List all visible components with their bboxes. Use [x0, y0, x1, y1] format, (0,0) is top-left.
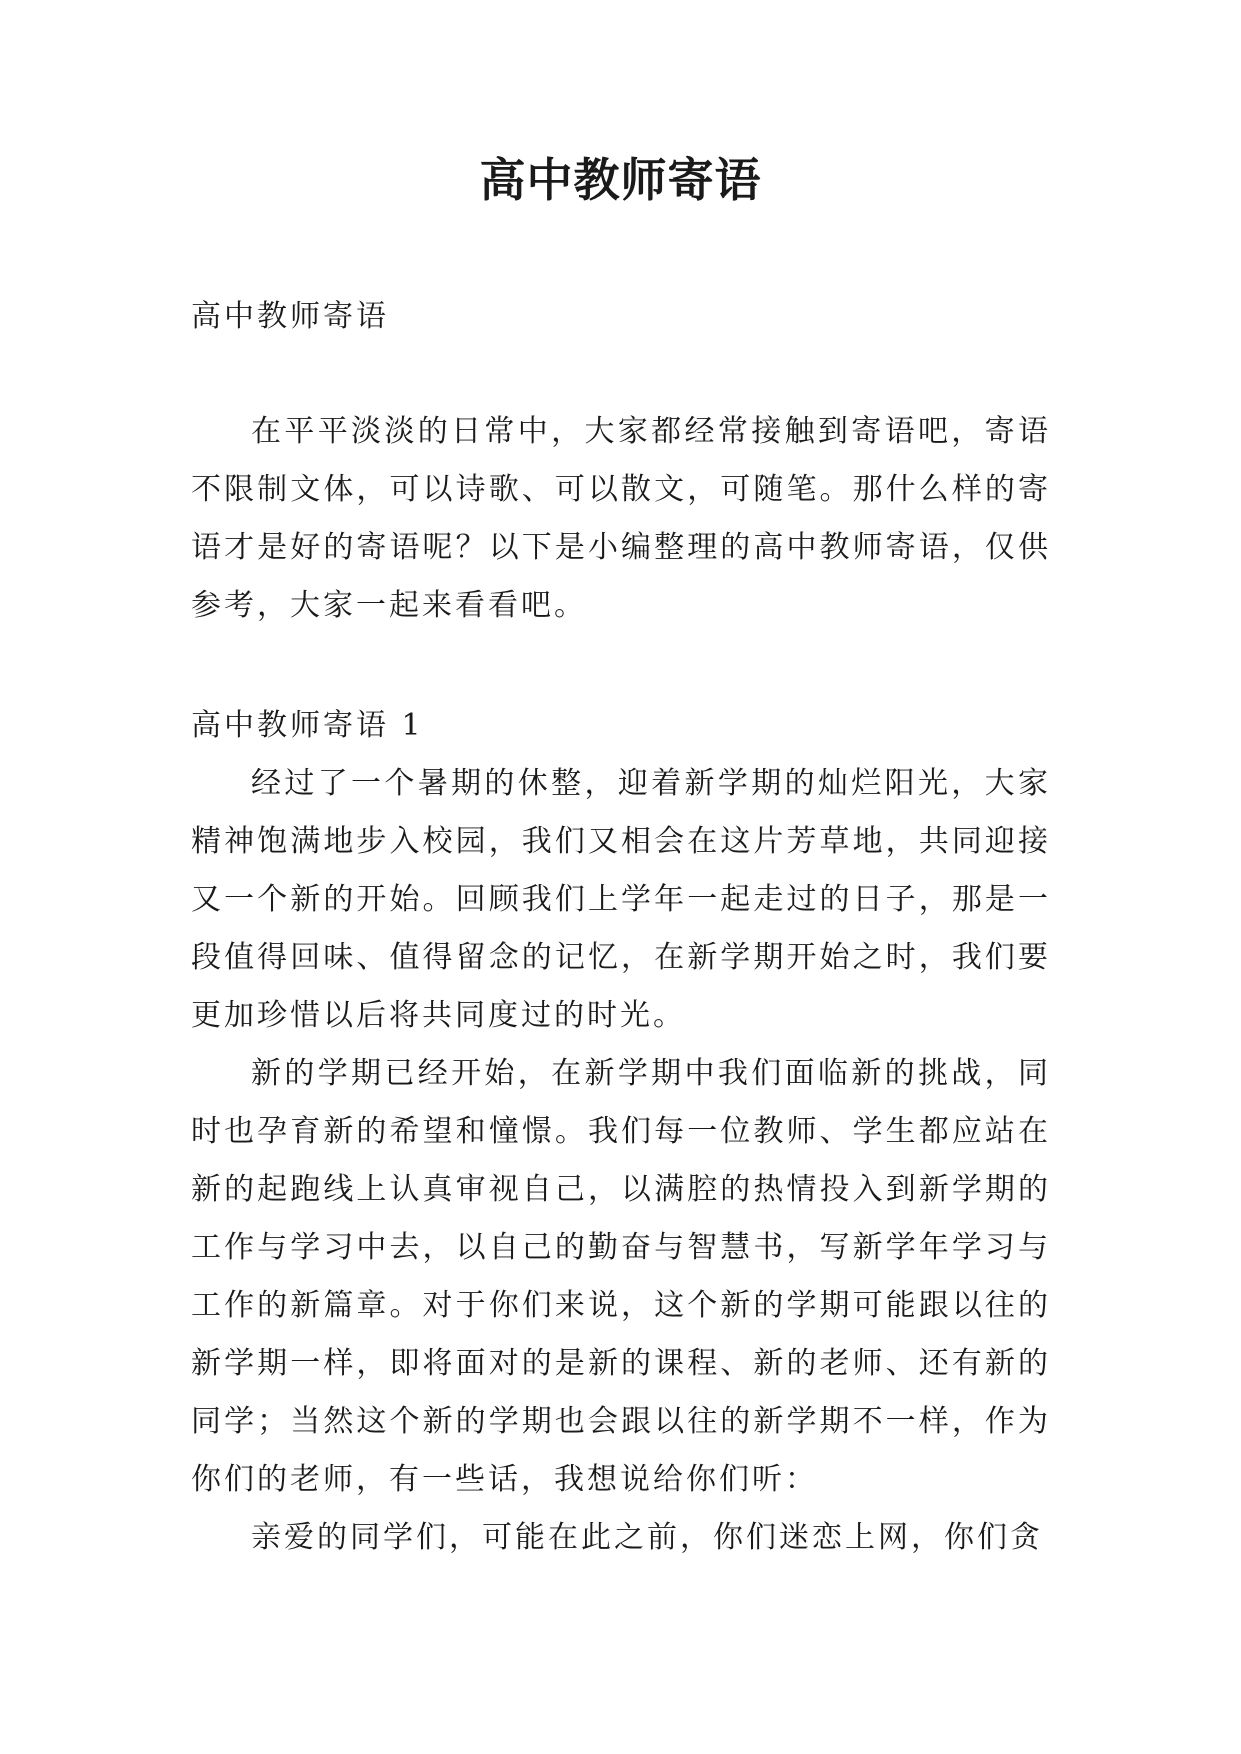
- document-subtitle: 高中教师寄语: [191, 299, 389, 334]
- section-body: [191, 755, 1051, 1567]
- body-paragraph-2: 新的学期已经开始，在新学期中我们面临新的挑战，同时也孕育新的希望和憧憬。我们每一位教师、学生都应站在新的起跑线上认真审视自己，以满腔的热情投入到新学期的工作与学习中去，以自己的勤奋与智慧书，写新学年学习与工作的新篇章。对于你们来说，这个新的学期可能跟以往的新学期一样，即将面对的是新的课程、新的老师、还有新的同学；当然这个新的学期也会跟以往的新学期不一样，作为你们的老师，有一些话，我想说给你们听：: [191, 1056, 1051, 1497]
- body-paragraph-3: 亲爱的同学们，可能在此之前，你们迷恋上网，你们贪: [251, 1520, 1043, 1555]
- intro-section: [191, 403, 1051, 635]
- body-paragraph-1: 经过了一个暑期的休整，迎着新学期的灿烂阳光，大家精神饱满地步入校园，我们又相会在这片芳草地，共同迎接又一个新的开始。回顾我们上学年一起走过的日子，那是一段值得回味、值得留念的记忆，在新学期开始之时，我们要更加珍惜以后将共同度过的时光。: [191, 766, 1051, 1033]
- section-heading: 高中教师寄语 1: [191, 708, 424, 743]
- intro-paragraph: 在平平淡淡的日常中，大家都经常接触到寄语吧，寄语不限制文体，可以诗歌、可以散文，可随笔。那什么样的寄语才是好的寄语呢？以下是小编整理的高中教师寄语，仅供参考，大家一起来看看吧。: [191, 414, 1051, 623]
- document-title: 高中教师寄语: [479, 153, 762, 207]
